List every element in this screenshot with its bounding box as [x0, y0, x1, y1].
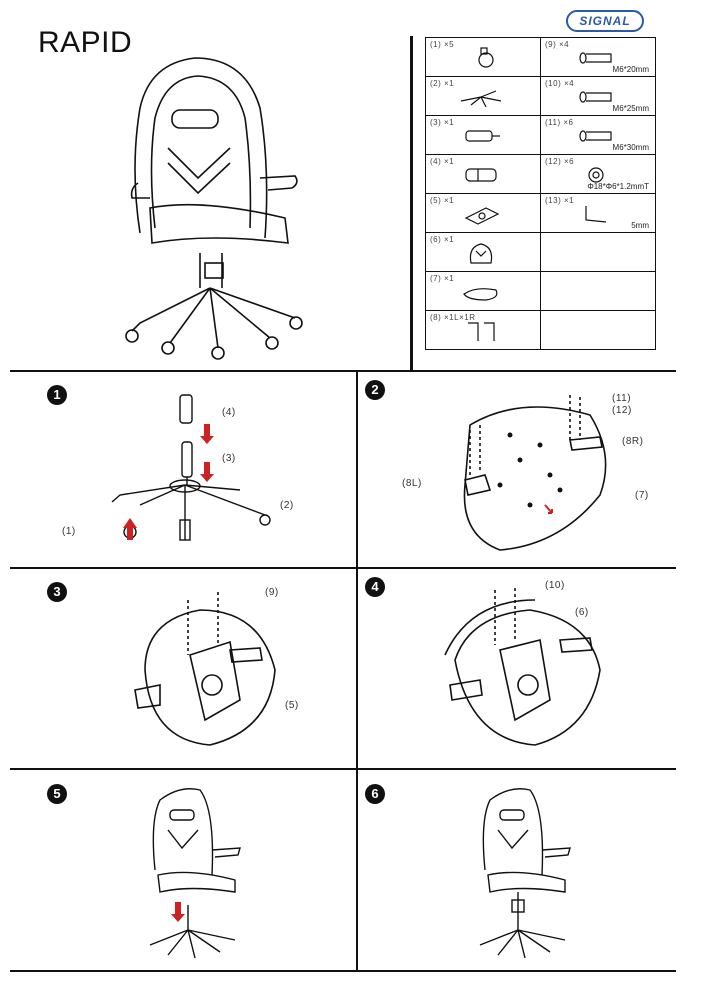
brand-logo: SIGNAL	[566, 10, 644, 32]
parts-row	[426, 311, 656, 350]
part-cell	[426, 233, 541, 272]
callout-7: (7)	[635, 490, 649, 501]
step-4-badge: 4	[365, 577, 385, 597]
callout-12: (12)	[612, 405, 632, 416]
part-cell	[541, 233, 656, 272]
part-quantity: (11) ×6	[545, 118, 574, 127]
part-quantity: (6) ×1	[430, 235, 455, 244]
part-cell	[426, 155, 541, 194]
callout-4: (4)	[222, 407, 236, 418]
screw-icon	[571, 124, 621, 148]
header-divider	[410, 36, 413, 370]
step-6-badge: 6	[365, 784, 385, 804]
callout-9: (9)	[265, 587, 279, 598]
part-quantity: (7) ×1	[430, 274, 455, 283]
step-2-badge: 2	[365, 380, 385, 400]
part-cell	[541, 272, 656, 311]
part-quantity: (12) ×6	[545, 157, 575, 166]
part-caption: M6*20mm	[612, 65, 649, 74]
callout-2: (2)	[280, 500, 294, 511]
callout-10: (10)	[545, 580, 565, 591]
parts-row	[426, 233, 656, 272]
step-3-badge: 3	[47, 582, 67, 602]
step-4-diagram	[440, 580, 640, 760]
part-quantity: (8) ×1L×1R	[430, 313, 476, 322]
step-5-badge: 5	[47, 784, 67, 804]
part-caption: Φ18*Φ6*1.2mmT	[587, 182, 649, 191]
part-caption: M6*25mm	[612, 104, 649, 113]
section-divider	[10, 567, 676, 569]
section-divider	[10, 768, 676, 770]
washer-icon	[571, 163, 621, 187]
part-cell	[426, 272, 541, 311]
seat-icon	[456, 280, 506, 304]
parts-row	[426, 155, 656, 194]
callout-1: (1)	[62, 526, 76, 537]
section-divider	[10, 370, 676, 372]
caster-wheel-icon	[456, 46, 506, 70]
armrest-icon	[456, 319, 506, 343]
parts-row	[426, 38, 656, 77]
part-cell	[541, 77, 656, 116]
part-quantity: (5) ×1	[430, 196, 455, 205]
callout-6: (6)	[575, 607, 589, 618]
part-cell	[541, 311, 656, 350]
part-quantity: (4) ×1	[430, 157, 455, 166]
part-caption: M6*30mm	[612, 143, 649, 152]
chair-illustration	[110, 48, 310, 368]
step-1-badge: 1	[47, 385, 67, 405]
callout-3: (3)	[222, 453, 236, 464]
part-quantity: (2) ×1	[430, 79, 455, 88]
callout-11: (11)	[612, 393, 632, 404]
callout-8l: (8L)	[402, 478, 422, 489]
cylinder-cover-icon	[456, 163, 506, 187]
callout-5: (5)	[285, 700, 299, 711]
screw-icon	[571, 85, 621, 109]
part-caption: 5mm	[631, 221, 649, 230]
backrest-icon	[456, 241, 506, 265]
step-6-diagram	[470, 780, 580, 960]
step-3-diagram	[130, 580, 310, 760]
section-divider	[10, 970, 676, 972]
part-cell	[541, 38, 656, 77]
parts-row	[426, 194, 656, 233]
step-2-diagram	[440, 385, 640, 560]
column-divider	[356, 370, 358, 970]
gas-lift-icon	[456, 124, 506, 148]
parts-row	[426, 272, 656, 311]
part-quantity: (1) ×5	[430, 40, 455, 49]
parts-list	[425, 37, 656, 350]
part-cell	[426, 38, 541, 77]
part-quantity: (10) ×4	[545, 79, 575, 88]
part-quantity: (9) ×4	[545, 40, 570, 49]
part-quantity: (3) ×1	[430, 118, 455, 127]
part-cell	[426, 116, 541, 155]
part-cell	[541, 116, 656, 155]
product-title: RAPID	[38, 26, 133, 59]
allen-key-icon	[571, 202, 621, 226]
mechanism-icon	[456, 202, 506, 226]
star-base-icon	[456, 85, 506, 109]
part-quantity: (13) ×1	[545, 196, 575, 205]
step-5-diagram	[140, 780, 250, 960]
parts-row	[426, 77, 656, 116]
part-cell	[426, 311, 541, 350]
parts-row	[426, 116, 656, 155]
part-cell	[426, 194, 541, 233]
part-cell	[426, 77, 541, 116]
callout-8r: (8R)	[622, 436, 644, 447]
part-cell	[541, 155, 656, 194]
screw-icon	[571, 46, 621, 70]
part-cell	[541, 194, 656, 233]
